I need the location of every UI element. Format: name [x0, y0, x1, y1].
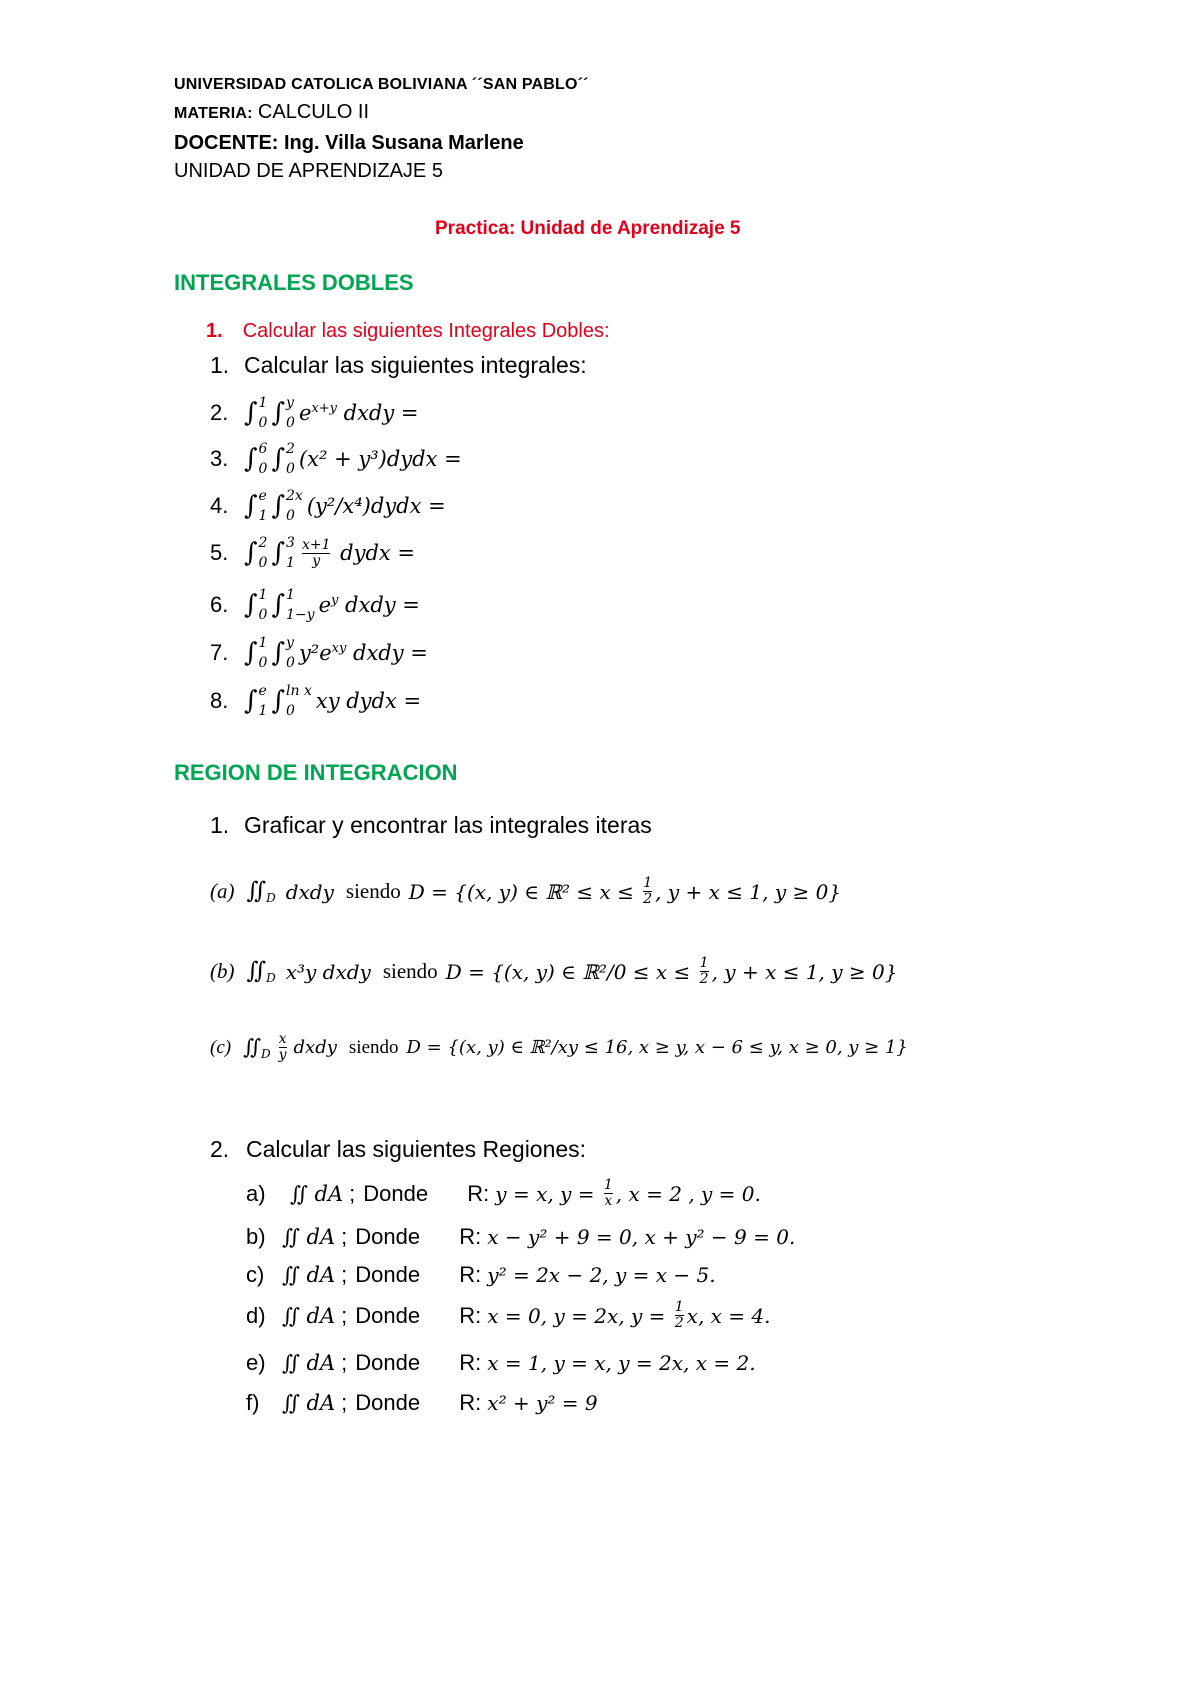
upper-limit: 2x — [286, 488, 303, 504]
upper-limit: 1 — [258, 635, 268, 651]
integral-item — [210, 396, 419, 430]
outer-integral: ∫ 1 0 — [244, 635, 268, 671]
lower-limit: 0 — [258, 461, 268, 477]
region-integrand: x³y dxdy — [285, 959, 371, 984]
docente-line: DOCENTE: Ing. Villa Susana Marlene — [174, 132, 524, 154]
integral-item — [210, 489, 446, 523]
area-item — [246, 1224, 795, 1250]
item-number: 8. — [210, 688, 229, 713]
page-title: Practica: Unidad de Aprendizaje 5 — [435, 218, 741, 239]
area-fraction — [604, 1178, 613, 1209]
r-label: R: — [459, 1350, 482, 1375]
lower-limit: 0 — [258, 655, 268, 671]
double-integral-da: ∬ dA — [282, 1351, 336, 1375]
siendo-word: siendo — [382, 959, 438, 983]
semicolon: ; — [341, 1302, 348, 1328]
unidad-line: UNIDAD DE APRENDIZAJE 5 — [174, 160, 443, 182]
upper-limit: y — [286, 395, 294, 411]
fraction-denominator: y — [312, 552, 321, 569]
subheading-text: Calcular las siguientes Integrales Dobles: — [242, 320, 610, 342]
section-heading-region: REGION DE INTEGRACION — [174, 760, 458, 785]
question-2-text: Calcular las siguientes Regiones: — [246, 1136, 587, 1162]
area-equation: x² + y² = 9 — [487, 1391, 598, 1415]
semicolon: ; — [341, 1350, 348, 1375]
integrand-base: e — [298, 401, 312, 425]
materia-label: MATERIA: — [174, 105, 253, 122]
integrand-tail: dxdy = — [336, 401, 419, 425]
item-number: 3. — [210, 446, 229, 471]
inner-integral: ∫ 1 1−y — [271, 587, 315, 623]
upper-limit: 3 — [286, 535, 295, 551]
integrand — [299, 641, 428, 665]
double-integral-da: ∬ dA — [282, 1391, 336, 1415]
semicolon: ; — [341, 1390, 348, 1415]
integrand-exponent: x+y — [311, 401, 337, 416]
outer-integral: ∫ e 1 — [244, 683, 268, 719]
region-tag: (c) — [210, 1036, 232, 1058]
item-number: 2. — [210, 400, 229, 425]
donde-word: Donde — [355, 1350, 421, 1375]
integral-item — [210, 588, 420, 622]
fraction-denominator: x — [604, 1193, 613, 1209]
area-tag: b) — [246, 1224, 266, 1249]
lower-limit: 1 — [258, 508, 268, 524]
lower-limit: 0 — [286, 655, 295, 671]
lower-limit: 0 — [286, 703, 295, 719]
region-integrand: dxdy — [285, 879, 334, 904]
integrand-base: e — [318, 593, 331, 617]
inner-integral: ∫ y 0 — [271, 395, 295, 431]
integrand-base: y²e — [298, 641, 332, 665]
integrand-fraction — [302, 538, 331, 569]
double-integral-da: ∬ dA — [290, 1181, 344, 1206]
set-right: , y + x ≤ 1, y ≥ 0} — [711, 959, 898, 984]
set-left: D = {(x, y) ∈ ℝ²/xy ≤ 16, x ≥ y, x − 6 ≤ y, x ≥ 0, y ≥ 1} — [406, 1037, 908, 1058]
area-equation-right: x, x = 4. — [686, 1303, 771, 1328]
area-equation-right: , x = 2 , y = 0. — [615, 1181, 761, 1206]
fraction-numerator: x+1 — [301, 536, 331, 553]
area-item — [246, 1300, 771, 1331]
r-label: R: — [459, 1302, 482, 1328]
double-integral-da: ∬ dA — [282, 1225, 336, 1249]
inner-integral: ∫ ln x 0 — [271, 683, 312, 719]
materia-line — [174, 101, 369, 124]
integral-item — [210, 684, 421, 718]
lower-limit: 1 — [258, 703, 268, 719]
area-tag: e) — [246, 1350, 266, 1375]
upper-limit: ln x — [286, 683, 312, 699]
question-1 — [210, 812, 652, 839]
integrand-tail: dxdy = — [346, 641, 428, 665]
donde-word: Donde — [355, 1390, 421, 1415]
integral-item — [210, 536, 415, 570]
upper-limit: y — [286, 635, 294, 651]
set-left: D = {(x, y) ∈ ℝ² ≤ x ≤ — [408, 879, 641, 904]
fraction-numerator: x — [278, 1031, 287, 1047]
lower-limit: 0 — [286, 461, 295, 477]
area-equation: x = 1, y = x, y = 2x, x = 2. — [487, 1351, 756, 1375]
fraction-denominator: y — [278, 1047, 287, 1063]
semicolon: ; — [349, 1180, 356, 1206]
question-1-text: Graficar y encontrar las integrales iteras — [244, 812, 652, 838]
area-tag: d) — [246, 1302, 266, 1328]
lower-limit: 1−y — [286, 607, 315, 623]
area-item — [246, 1390, 598, 1416]
inner-integral: ∫ 3 1 — [271, 535, 295, 571]
inner-integral: ∫ 2x 0 — [271, 488, 303, 524]
question-1-number: 1. — [210, 812, 230, 838]
inner-integral: ∫ 2 0 — [271, 441, 295, 477]
item-number: 4. — [210, 493, 229, 518]
university-name: UNIVERSIDAD CATOLICA BOLIVIANA ´´SAN PABLO´´ — [174, 76, 589, 93]
integrand — [299, 401, 419, 425]
double-integral-da: ∬ dA — [282, 1263, 336, 1287]
r-label: R: — [467, 1180, 490, 1206]
set-left: D = {(x, y) ∈ ℝ²/0 ≤ x ≤ — [445, 959, 697, 984]
upper-limit: 2 — [258, 535, 268, 551]
region-item: (b) ∬D x³y dxdy siendo D = {(x, y) ∈ ℝ²/0 ≤ x ≤ $\frac{1}{2}$ , y + x ≤ 1, y ≥ 0} — [210, 955, 898, 987]
upper-limit: 1 — [286, 587, 295, 603]
integrand-fraction — [279, 1032, 287, 1063]
area-tag: a) — [246, 1180, 266, 1206]
integrand-exponent: y — [331, 593, 339, 608]
double-integral-da: ∬ dA — [282, 1303, 336, 1328]
r-label: R: — [459, 1224, 482, 1249]
semicolon: ; — [341, 1262, 348, 1287]
lower-limit: 0 — [258, 607, 268, 623]
lower-limit: 0 — [258, 555, 268, 571]
r-label: R: — [459, 1262, 482, 1287]
area-item — [246, 1178, 761, 1209]
outer-integral: ∫ e 1 — [244, 488, 268, 524]
area-item — [246, 1262, 716, 1288]
item-number: 6. — [210, 592, 229, 617]
upper-limit: 1 — [258, 587, 268, 603]
area-item — [246, 1350, 756, 1376]
lower-limit: 0 — [258, 415, 268, 431]
fraction-numerator: 1 — [699, 955, 709, 971]
set-fraction — [700, 956, 709, 987]
siendo-word: siendo — [348, 1036, 399, 1058]
region-tag: (b) — [210, 959, 235, 983]
lower-limit: 1 — [286, 555, 295, 571]
semicolon: ; — [341, 1224, 348, 1249]
fraction-denominator: 2 — [643, 891, 653, 907]
item-number: 7. — [210, 640, 229, 665]
item-number: 5. — [210, 540, 229, 565]
subheading-number: 1. — [206, 320, 223, 342]
upper-limit: e — [258, 488, 267, 504]
intro-text: Calcular las siguientes integrales: — [244, 352, 587, 378]
integral-item — [210, 442, 462, 476]
donde-word: Donde — [355, 1262, 421, 1287]
area-tag: c) — [246, 1262, 265, 1287]
area-tag: f) — [246, 1390, 260, 1415]
fraction-numerator: 1 — [643, 875, 653, 891]
integrand: xy dydx = — [315, 689, 422, 713]
region-item: (c) ∬D $\frac{x}{y}$ dxdy siendo D = {(x, y) ∈ ℝ²/xy ≤ 16, x ≥ y, x − 6 ≤ y, x ≥ 0, y ≥ 1} — [210, 1031, 908, 1063]
fraction-numerator: 1 — [674, 1299, 684, 1315]
r-label: R: — [459, 1390, 482, 1415]
fraction-numerator: 1 — [603, 1177, 613, 1193]
intro-number: 1. — [210, 352, 230, 378]
integrand — [319, 593, 420, 617]
outer-integral: ∫ 1 0 — [244, 395, 268, 431]
inner-integral: ∫ y 0 — [271, 635, 295, 671]
upper-limit: e — [258, 683, 267, 699]
upper-limit: 2 — [286, 441, 295, 457]
question-2 — [210, 1136, 586, 1163]
fraction-denominator: 2 — [674, 1315, 684, 1331]
materia-value: CALCULO II — [257, 101, 370, 123]
intro-line — [210, 352, 587, 379]
fraction-denominator: 2 — [699, 971, 709, 987]
upper-limit: 6 — [258, 441, 268, 457]
area-equation-left: y = x, y = — [495, 1181, 601, 1206]
integrand-tail: dxdy = — [338, 593, 420, 617]
outer-integral: ∫ 1 0 — [244, 587, 268, 623]
lower-limit: 0 — [286, 508, 295, 524]
donde-word: Donde — [363, 1180, 429, 1206]
siendo-word: siendo — [345, 879, 401, 903]
lower-limit: 0 — [286, 415, 295, 431]
area-equation: y² = 2x − 2, y = x − 5. — [487, 1263, 716, 1287]
region-integrand: dxdy — [293, 1037, 337, 1058]
outer-integral: ∫ 6 0 — [244, 441, 268, 477]
section-heading-integrales: INTEGRALES DOBLES — [174, 270, 414, 295]
integrand: (x² + y³)dydx = — [298, 447, 462, 471]
integrand: (y²/x⁴)dydx = — [306, 494, 446, 518]
integral-item — [210, 636, 428, 670]
region-item: (a) ∬D dxdy siendo D = {(x, y) ∈ ℝ² ≤ x ≤ $\frac{1}{2}$ , y + x ≤ 1, y ≥ 0} — [210, 875, 842, 907]
set-right: , y + x ≤ 1, y ≥ 0} — [655, 879, 842, 904]
subheading — [206, 320, 610, 343]
integrand-tail: dydx = — [333, 541, 416, 565]
region-tag: (a) — [210, 879, 235, 903]
area-fraction — [675, 1300, 684, 1331]
upper-limit: 1 — [258, 395, 268, 411]
set-fraction — [643, 876, 652, 907]
donde-word: Donde — [355, 1224, 421, 1249]
outer-integral: ∫ 2 0 — [244, 535, 268, 571]
area-equation-left: x = 0, y = 2x, y = — [487, 1303, 672, 1328]
area-equation: x − y² + 9 = 0, x + y² − 9 = 0. — [487, 1225, 796, 1249]
integrand-exponent: xy — [331, 641, 347, 656]
question-2-number: 2. — [210, 1136, 230, 1162]
donde-word: Donde — [355, 1302, 421, 1328]
